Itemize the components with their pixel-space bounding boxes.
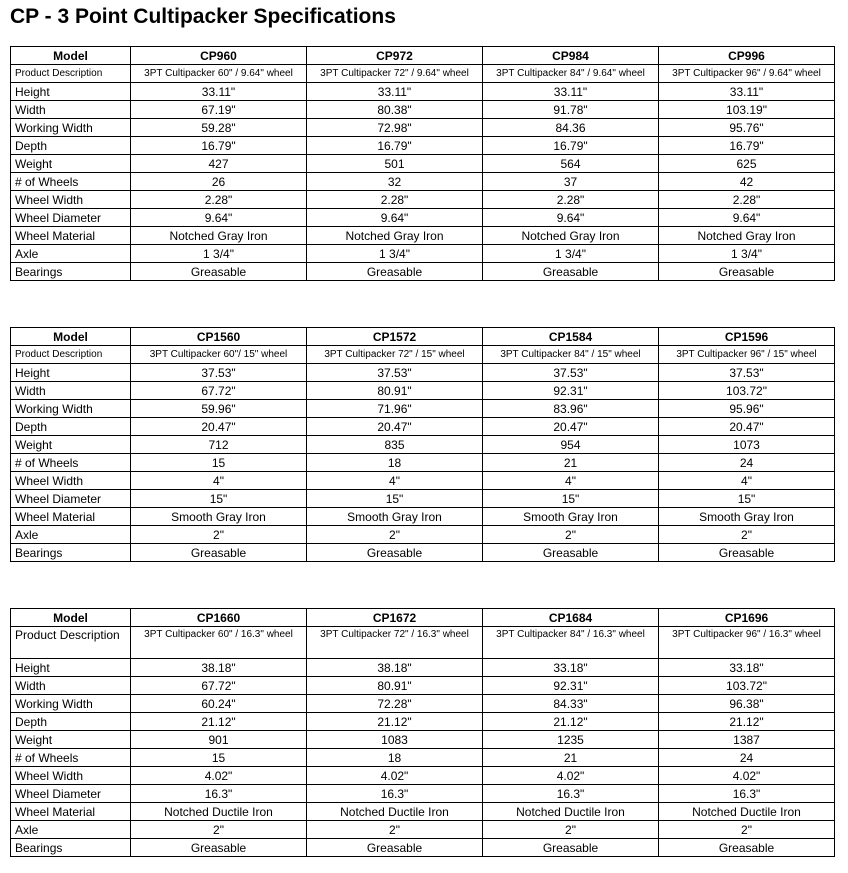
row-label: Wheel Diameter xyxy=(11,785,131,803)
table-row xyxy=(11,209,835,227)
table-row xyxy=(11,436,835,454)
row-label: Height xyxy=(11,83,131,101)
cell-value: 4.02" xyxy=(131,767,307,785)
cell-value: 712 xyxy=(131,436,307,454)
header-label: Model xyxy=(11,328,131,346)
row-label: Wheel Material xyxy=(11,508,131,526)
table-row xyxy=(11,364,835,382)
cell-value: 15" xyxy=(659,490,835,508)
model-header: CP960 xyxy=(131,47,307,65)
cell-value: 15" xyxy=(483,490,659,508)
row-label: Wheel Material xyxy=(11,803,131,821)
table-row xyxy=(11,526,835,544)
cell-value: 1 3/4" xyxy=(483,245,659,263)
cell-value: 2.28" xyxy=(659,191,835,209)
cell-value: Greasable xyxy=(131,544,307,562)
row-label: Width xyxy=(11,101,131,119)
row-label: Wheel Width xyxy=(11,472,131,490)
table-row xyxy=(11,659,835,677)
cell-value: 20.47" xyxy=(483,418,659,436)
cell-value: 18 xyxy=(307,749,483,767)
cell-value: 59.96" xyxy=(131,400,307,418)
cell-value: 2" xyxy=(131,821,307,839)
model-header: CP996 xyxy=(659,47,835,65)
row-label: Height xyxy=(11,659,131,677)
cell-value: 16.79" xyxy=(483,137,659,155)
cell-value: 1 3/4" xyxy=(131,245,307,263)
table-row xyxy=(11,400,835,418)
cell-value: Smooth Gray Iron xyxy=(659,508,835,526)
cell-value: 38.18" xyxy=(307,659,483,677)
cell-value: 16.79" xyxy=(659,137,835,155)
cell-value: 37.53" xyxy=(307,364,483,382)
table-row xyxy=(11,382,835,400)
cell-value: Smooth Gray Iron xyxy=(131,508,307,526)
cell-value: 16.79" xyxy=(307,137,483,155)
cell-value: 37 xyxy=(483,173,659,191)
row-label: # of Wheels xyxy=(11,749,131,767)
cell-value: 33.11" xyxy=(659,83,835,101)
cell-value: 15" xyxy=(131,490,307,508)
cell-value: Notched Ductile Iron xyxy=(483,803,659,821)
cell-value: 103.72" xyxy=(659,382,835,400)
row-label: Depth xyxy=(11,713,131,731)
cell-value: 72.98" xyxy=(307,119,483,137)
row-label: Working Width xyxy=(11,400,131,418)
table-row xyxy=(11,346,835,364)
header-row xyxy=(11,328,835,346)
row-label: Product Description xyxy=(11,627,131,659)
row-label: Width xyxy=(11,382,131,400)
cell-value: 80.91" xyxy=(307,677,483,695)
row-label: Product Description xyxy=(11,65,131,83)
table-row xyxy=(11,83,835,101)
cell-value: Notched Ductile Iron xyxy=(659,803,835,821)
cell-value: 96.38" xyxy=(659,695,835,713)
table-row xyxy=(11,803,835,821)
table-row xyxy=(11,839,835,857)
cell-value: 16.3" xyxy=(131,785,307,803)
cell-value: Greasable xyxy=(131,263,307,281)
row-label: Weight xyxy=(11,155,131,173)
cell-value: 427 xyxy=(131,155,307,173)
cell-value: 32 xyxy=(307,173,483,191)
header-row xyxy=(11,609,835,627)
cell-value: 2" xyxy=(659,821,835,839)
cell-value: 83.96" xyxy=(483,400,659,418)
cell-value: Notched Ductile Iron xyxy=(131,803,307,821)
table-row xyxy=(11,65,835,83)
table-row xyxy=(11,695,835,713)
cell-value: 21.12" xyxy=(659,713,835,731)
header-row xyxy=(11,47,835,65)
cell-value: Notched Ductile Iron xyxy=(307,803,483,821)
cell-value: 2" xyxy=(307,821,483,839)
table-row xyxy=(11,173,835,191)
row-label: Axle xyxy=(11,526,131,544)
row-label: Bearings xyxy=(11,263,131,281)
cell-value: 16.3" xyxy=(483,785,659,803)
cell-value: 3PT Cultipacker 84" / 15" wheel xyxy=(483,346,659,364)
cell-value: 3PT Cultipacker 96" / 15" wheel xyxy=(659,346,835,364)
cell-value: 2" xyxy=(483,821,659,839)
cell-value: Greasable xyxy=(483,263,659,281)
row-label: Bearings xyxy=(11,544,131,562)
cell-value: 1083 xyxy=(307,731,483,749)
cell-value: 4" xyxy=(131,472,307,490)
table-row xyxy=(11,490,835,508)
table-row xyxy=(11,821,835,839)
cell-value: 3PT Cultipacker 72" / 15" wheel xyxy=(307,346,483,364)
cell-value: 21.12" xyxy=(131,713,307,731)
model-header: CP972 xyxy=(307,47,483,65)
model-header: CP1560 xyxy=(131,328,307,346)
model-header: CP1572 xyxy=(307,328,483,346)
row-label: # of Wheels xyxy=(11,454,131,472)
row-label: Depth xyxy=(11,418,131,436)
cell-value: Greasable xyxy=(307,839,483,857)
cell-value: 2.28" xyxy=(307,191,483,209)
cell-value: 103.19" xyxy=(659,101,835,119)
row-label: Weight xyxy=(11,436,131,454)
table-row xyxy=(11,137,835,155)
cell-value: 15 xyxy=(131,749,307,767)
row-label: Working Width xyxy=(11,695,131,713)
cell-value: 38.18" xyxy=(131,659,307,677)
cell-value: 103.72" xyxy=(659,677,835,695)
cell-value: 21 xyxy=(483,454,659,472)
model-header: CP1584 xyxy=(483,328,659,346)
cell-value: Greasable xyxy=(659,263,835,281)
table-row xyxy=(11,472,835,490)
page-title: CP - 3 Point Cultipacker Specifications xyxy=(10,5,396,28)
cell-value: 91.78" xyxy=(483,101,659,119)
cell-value: 2.28" xyxy=(131,191,307,209)
cell-value: 4" xyxy=(659,472,835,490)
cell-value: 1235 xyxy=(483,731,659,749)
cell-value: 60.24" xyxy=(131,695,307,713)
table-row xyxy=(11,191,835,209)
row-label: Wheel Width xyxy=(11,767,131,785)
cell-value: 3PT Cultipacker 72" / 9.64" wheel xyxy=(307,65,483,83)
cell-value: 16.79" xyxy=(131,137,307,155)
row-label: Working Width xyxy=(11,119,131,137)
cell-value: 72.28" xyxy=(307,695,483,713)
cell-value: 24 xyxy=(659,454,835,472)
cell-value: Greasable xyxy=(307,544,483,562)
header-label: Model xyxy=(11,609,131,627)
cell-value: 67.72" xyxy=(131,382,307,400)
cell-value: Greasable xyxy=(307,263,483,281)
cell-value: 9.64" xyxy=(307,209,483,227)
cell-value: 9.64" xyxy=(659,209,835,227)
model-header: CP984 xyxy=(483,47,659,65)
table-row xyxy=(11,627,835,659)
cell-value: 84.36 xyxy=(483,119,659,137)
cell-value: 3PT Cultipacker 60" / 9.64" wheel xyxy=(131,65,307,83)
cell-value: 4.02" xyxy=(307,767,483,785)
row-label: Bearings xyxy=(11,839,131,857)
row-label: Product Description xyxy=(11,346,131,364)
table-row xyxy=(11,785,835,803)
cell-value: 3PT Cultipacker 72" / 16.3" wheel xyxy=(307,627,483,659)
cell-value: 33.11" xyxy=(307,83,483,101)
cell-value: 92.31" xyxy=(483,677,659,695)
spec-table-cp16 xyxy=(10,608,835,857)
cell-value: Greasable xyxy=(483,544,659,562)
cell-value: Notched Gray Iron xyxy=(307,227,483,245)
model-header: CP1596 xyxy=(659,328,835,346)
cell-value: 84.33" xyxy=(483,695,659,713)
cell-value: 2" xyxy=(659,526,835,544)
cell-value: 2" xyxy=(307,526,483,544)
cell-value: 59.28" xyxy=(131,119,307,137)
cell-value: 37.53" xyxy=(659,364,835,382)
cell-value: 21 xyxy=(483,749,659,767)
table-row xyxy=(11,767,835,785)
table-row xyxy=(11,454,835,472)
model-header: CP1660 xyxy=(131,609,307,627)
row-label: Axle xyxy=(11,821,131,839)
row-label: Depth xyxy=(11,137,131,155)
row-label: Wheel Diameter xyxy=(11,209,131,227)
table-row xyxy=(11,227,835,245)
cell-value: 954 xyxy=(483,436,659,454)
cell-value: 1 3/4" xyxy=(307,245,483,263)
cell-value: 42 xyxy=(659,173,835,191)
cell-value: 20.47" xyxy=(307,418,483,436)
cell-value: 37.53" xyxy=(483,364,659,382)
cell-value: 20.47" xyxy=(659,418,835,436)
cell-value: 92.31" xyxy=(483,382,659,400)
cell-value: Notched Gray Iron xyxy=(131,227,307,245)
cell-value: 71.96" xyxy=(307,400,483,418)
spec-table-cp9 xyxy=(10,46,835,281)
model-header: CP1672 xyxy=(307,609,483,627)
cell-value: 37.53" xyxy=(131,364,307,382)
table-row xyxy=(11,544,835,562)
cell-value: 564 xyxy=(483,155,659,173)
cell-value: 4.02" xyxy=(659,767,835,785)
row-label: Height xyxy=(11,364,131,382)
table-row xyxy=(11,155,835,173)
cell-value: Notched Gray Iron xyxy=(483,227,659,245)
table-row xyxy=(11,713,835,731)
cell-value: 33.11" xyxy=(131,83,307,101)
spec-table-cp15 xyxy=(10,327,835,562)
cell-value: 901 xyxy=(131,731,307,749)
model-header: CP1696 xyxy=(659,609,835,627)
cell-value: 3PT Cultipacker 96" / 16.3" wheel xyxy=(659,627,835,659)
cell-value: 16.3" xyxy=(307,785,483,803)
cell-value: 33.11" xyxy=(483,83,659,101)
cell-value: Greasable xyxy=(131,839,307,857)
cell-value: 80.38" xyxy=(307,101,483,119)
cell-value: 20.47" xyxy=(131,418,307,436)
cell-value: 4.02" xyxy=(483,767,659,785)
cell-value: Notched Gray Iron xyxy=(659,227,835,245)
cell-value: 21.12" xyxy=(307,713,483,731)
cell-value: 67.19" xyxy=(131,101,307,119)
cell-value: Smooth Gray Iron xyxy=(307,508,483,526)
cell-value: 18 xyxy=(307,454,483,472)
cell-value: 16.3" xyxy=(659,785,835,803)
cell-value: 80.91" xyxy=(307,382,483,400)
cell-value: 3PT Cultipacker 84" / 9.64" wheel xyxy=(483,65,659,83)
cell-value: 1073 xyxy=(659,436,835,454)
cell-value: 1387 xyxy=(659,731,835,749)
table-row xyxy=(11,245,835,263)
cell-value: 2" xyxy=(131,526,307,544)
row-label: Width xyxy=(11,677,131,695)
row-label: # of Wheels xyxy=(11,173,131,191)
cell-value: 3PT Cultipacker 84" / 16.3" wheel xyxy=(483,627,659,659)
cell-value: 835 xyxy=(307,436,483,454)
cell-value: 24 xyxy=(659,749,835,767)
table-row xyxy=(11,677,835,695)
cell-value: 95.96" xyxy=(659,400,835,418)
row-label: Weight xyxy=(11,731,131,749)
cell-value: 3PT Cultipacker 60"/ 15" wheel xyxy=(131,346,307,364)
cell-value: 67.72" xyxy=(131,677,307,695)
table-row xyxy=(11,749,835,767)
cell-value: 95.76" xyxy=(659,119,835,137)
cell-value: 501 xyxy=(307,155,483,173)
cell-value: 1 3/4" xyxy=(659,245,835,263)
cell-value: 4" xyxy=(307,472,483,490)
cell-value: 9.64" xyxy=(483,209,659,227)
cell-value: 3PT Cultipacker 60" / 16.3" wheel xyxy=(131,627,307,659)
header-label: Model xyxy=(11,47,131,65)
cell-value: Smooth Gray Iron xyxy=(483,508,659,526)
table-row xyxy=(11,508,835,526)
table-row xyxy=(11,119,835,137)
cell-value: 2" xyxy=(483,526,659,544)
cell-value: 3PT Cultipacker 96" / 9.64" wheel xyxy=(659,65,835,83)
cell-value: 33.18" xyxy=(659,659,835,677)
table-row xyxy=(11,101,835,119)
row-label: Wheel Diameter xyxy=(11,490,131,508)
cell-value: 21.12" xyxy=(483,713,659,731)
cell-value: 625 xyxy=(659,155,835,173)
cell-value: 4" xyxy=(483,472,659,490)
row-label: Wheel Width xyxy=(11,191,131,209)
model-header: CP1684 xyxy=(483,609,659,627)
cell-value: 26 xyxy=(131,173,307,191)
cell-value: 33.18" xyxy=(483,659,659,677)
cell-value: Greasable xyxy=(659,839,835,857)
row-label: Wheel Material xyxy=(11,227,131,245)
table-row xyxy=(11,263,835,281)
table-row xyxy=(11,418,835,436)
cell-value: 15 xyxy=(131,454,307,472)
cell-value: 2.28" xyxy=(483,191,659,209)
table-row xyxy=(11,731,835,749)
row-label: Axle xyxy=(11,245,131,263)
cell-value: Greasable xyxy=(659,544,835,562)
cell-value: 15" xyxy=(307,490,483,508)
cell-value: Greasable xyxy=(483,839,659,857)
cell-value: 9.64" xyxy=(131,209,307,227)
